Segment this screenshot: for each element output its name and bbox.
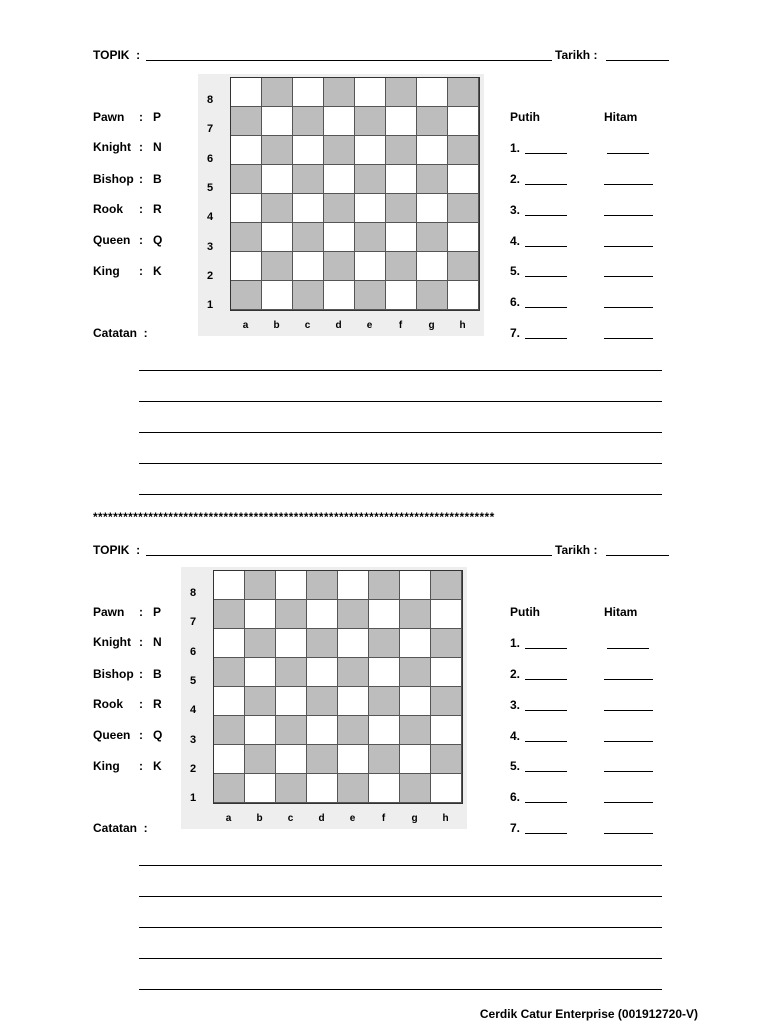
piece-sep: : xyxy=(139,697,143,711)
white-move-field[interactable] xyxy=(525,741,567,742)
board-square[interactable] xyxy=(262,252,293,281)
black-move-field[interactable] xyxy=(604,338,653,339)
board-square[interactable] xyxy=(324,194,355,223)
board-square[interactable] xyxy=(386,194,417,223)
board-square[interactable] xyxy=(245,774,276,803)
board-square[interactable] xyxy=(262,78,293,107)
piece-name: Knight xyxy=(93,635,131,649)
black-move-field[interactable] xyxy=(604,802,653,803)
board-square[interactable] xyxy=(245,745,276,774)
board-square[interactable] xyxy=(448,252,479,281)
move-number: 4. xyxy=(510,729,521,743)
piece-sep: : xyxy=(139,202,143,216)
notes-line[interactable] xyxy=(139,494,662,495)
board-square[interactable] xyxy=(231,107,262,136)
black-move-field[interactable] xyxy=(607,648,649,649)
notes-label: Catatan : xyxy=(93,326,148,340)
board-square[interactable] xyxy=(293,78,324,107)
file-label: c xyxy=(287,813,294,824)
board-square[interactable] xyxy=(262,223,293,252)
board-square[interactable] xyxy=(338,774,369,803)
black-column-header: Hitam xyxy=(604,110,638,124)
white-move-field[interactable] xyxy=(525,802,567,803)
board-square[interactable] xyxy=(431,745,462,774)
black-move-field[interactable] xyxy=(604,276,653,277)
move-number: 4. xyxy=(510,234,521,248)
board-square[interactable] xyxy=(417,165,448,194)
file-label: h xyxy=(459,320,466,331)
move-number: 2. xyxy=(510,667,521,681)
date-label: Tarikh : xyxy=(555,543,598,557)
notes-line[interactable] xyxy=(139,401,662,402)
board-square[interactable] xyxy=(417,281,448,310)
piece-sep: : xyxy=(139,172,143,186)
board-square[interactable] xyxy=(262,136,293,165)
board-square[interactable] xyxy=(324,165,355,194)
white-move-field[interactable] xyxy=(525,648,567,649)
board-square[interactable] xyxy=(276,629,307,658)
board-square[interactable] xyxy=(293,281,324,310)
white-move-field[interactable] xyxy=(525,338,567,339)
board-square[interactable] xyxy=(386,165,417,194)
board-square[interactable] xyxy=(245,571,276,600)
board-square[interactable] xyxy=(231,165,262,194)
chess-board[interactable] xyxy=(230,77,480,311)
white-move-field[interactable] xyxy=(525,833,567,834)
piece-abbr: R xyxy=(153,697,162,711)
board-square[interactable] xyxy=(448,107,479,136)
white-column-header: Putih xyxy=(510,110,540,124)
piece-name: Rook xyxy=(93,697,123,711)
board-square[interactable] xyxy=(245,716,276,745)
piece-name: Bishop xyxy=(93,667,134,681)
board-square[interactable] xyxy=(355,281,386,310)
black-move-field[interactable] xyxy=(604,307,653,308)
black-move-field[interactable] xyxy=(604,679,653,680)
board-square[interactable] xyxy=(400,629,431,658)
board-square[interactable] xyxy=(262,165,293,194)
date-field[interactable] xyxy=(606,60,669,61)
board-square[interactable] xyxy=(231,223,262,252)
board-square[interactable] xyxy=(276,571,307,600)
white-move-field[interactable] xyxy=(525,679,567,680)
board-square[interactable] xyxy=(417,194,448,223)
rank-label: 4 xyxy=(206,211,214,224)
piece-name: King xyxy=(93,759,120,773)
board-square[interactable] xyxy=(431,716,462,745)
board-square[interactable] xyxy=(355,165,386,194)
black-move-field[interactable] xyxy=(604,741,653,742)
board-square[interactable] xyxy=(324,223,355,252)
topic-label: TOPIK : xyxy=(93,543,141,557)
file-label: a xyxy=(242,320,249,331)
piece-abbr: K xyxy=(153,264,162,278)
board-square[interactable] xyxy=(293,165,324,194)
rank-label: 5 xyxy=(189,674,197,687)
board-square[interactable] xyxy=(369,745,400,774)
board-square[interactable] xyxy=(400,745,431,774)
board-square[interactable] xyxy=(448,194,479,223)
board-square[interactable] xyxy=(293,136,324,165)
board-square[interactable] xyxy=(386,281,417,310)
file-label: f xyxy=(398,320,403,331)
rank-label: 6 xyxy=(206,152,214,165)
file-label: c xyxy=(304,320,311,331)
board-square[interactable] xyxy=(276,774,307,803)
move-number: 5. xyxy=(510,264,521,278)
black-move-field[interactable] xyxy=(604,184,653,185)
notes-label: Catatan : xyxy=(93,821,148,835)
board-square[interactable] xyxy=(307,687,338,716)
board-square[interactable] xyxy=(324,281,355,310)
piece-name: Queen xyxy=(93,233,131,247)
board-square[interactable] xyxy=(386,78,417,107)
move-number: 6. xyxy=(510,790,521,804)
white-move-field[interactable] xyxy=(525,276,567,277)
piece-abbr: K xyxy=(153,759,162,773)
file-label: b xyxy=(256,813,263,824)
board-square[interactable] xyxy=(431,571,462,600)
piece-name: Pawn xyxy=(93,110,125,124)
notes-line[interactable] xyxy=(139,865,662,866)
piece-name: Pawn xyxy=(93,605,125,619)
black-move-field[interactable] xyxy=(604,246,653,247)
piece-abbr: R xyxy=(153,202,162,216)
board-square[interactable] xyxy=(245,600,276,629)
board-square[interactable] xyxy=(386,252,417,281)
board-square[interactable] xyxy=(417,223,448,252)
section-separator: ******************************************************************************** xyxy=(93,510,495,524)
board-square[interactable] xyxy=(338,716,369,745)
board-square[interactable] xyxy=(307,629,338,658)
topic-label: TOPIK : xyxy=(93,48,141,62)
board-square[interactable] xyxy=(214,600,245,629)
board-square[interactable] xyxy=(293,252,324,281)
board-square[interactable] xyxy=(214,629,245,658)
board-square[interactable] xyxy=(214,658,245,687)
board-square[interactable] xyxy=(262,281,293,310)
piece-sep: : xyxy=(139,667,143,681)
topic-field[interactable] xyxy=(146,555,552,556)
move-number: 1. xyxy=(510,636,521,650)
white-move-field[interactable] xyxy=(525,215,567,216)
board-square[interactable] xyxy=(386,136,417,165)
rank-label: 1 xyxy=(189,792,197,805)
board-square[interactable] xyxy=(214,716,245,745)
piece-abbr: N xyxy=(153,635,162,649)
move-number: 3. xyxy=(510,698,521,712)
board-square[interactable] xyxy=(276,716,307,745)
file-label: d xyxy=(335,320,342,331)
piece-abbr: P xyxy=(153,605,162,619)
board-square[interactable] xyxy=(338,571,369,600)
piece-sep: : xyxy=(139,635,143,649)
board-square[interactable] xyxy=(448,223,479,252)
board-square[interactable] xyxy=(400,687,431,716)
board-square[interactable] xyxy=(417,107,448,136)
piece-sep: : xyxy=(139,110,143,124)
piece-sep: : xyxy=(139,233,143,247)
board-square[interactable] xyxy=(231,252,262,281)
board-square[interactable] xyxy=(369,716,400,745)
date-label: Tarikh : xyxy=(555,48,598,62)
move-number: 3. xyxy=(510,203,521,217)
board-square[interactable] xyxy=(369,774,400,803)
board-square[interactable] xyxy=(293,223,324,252)
board-square[interactable] xyxy=(355,136,386,165)
date-field[interactable] xyxy=(606,555,669,556)
rank-label: 7 xyxy=(189,616,197,629)
rank-label: 3 xyxy=(206,240,214,253)
black-move-field[interactable] xyxy=(607,153,649,154)
board-square[interactable] xyxy=(448,281,479,310)
board-square[interactable] xyxy=(293,107,324,136)
rank-label: 4 xyxy=(189,704,197,717)
board-square[interactable] xyxy=(400,658,431,687)
file-label: h xyxy=(442,813,449,824)
piece-sep: : xyxy=(139,728,143,742)
move-number: 5. xyxy=(510,759,521,773)
board-square[interactable] xyxy=(293,194,324,223)
move-number: 6. xyxy=(510,295,521,309)
board-square[interactable] xyxy=(355,223,386,252)
board-square[interactable] xyxy=(245,629,276,658)
file-label: g xyxy=(428,320,435,331)
piece-abbr: P xyxy=(153,110,162,124)
board-square[interactable] xyxy=(400,774,431,803)
piece-abbr: B xyxy=(153,172,162,186)
rank-label: 8 xyxy=(189,587,197,599)
board-square[interactable] xyxy=(431,658,462,687)
board-square[interactable] xyxy=(355,78,386,107)
board-square[interactable] xyxy=(324,136,355,165)
board-square[interactable] xyxy=(400,600,431,629)
board-square[interactable] xyxy=(276,745,307,774)
rank-label: 5 xyxy=(206,181,214,194)
board-square[interactable] xyxy=(355,194,386,223)
piece-abbr: Q xyxy=(153,233,163,247)
board-square[interactable] xyxy=(307,658,338,687)
notes-line[interactable] xyxy=(139,463,662,464)
board-square[interactable] xyxy=(231,136,262,165)
file-label: e xyxy=(349,813,356,824)
piece-name: King xyxy=(93,264,120,278)
board-square[interactable] xyxy=(214,571,245,600)
board-square[interactable] xyxy=(307,600,338,629)
board-square[interactable] xyxy=(369,571,400,600)
piece-abbr: B xyxy=(153,667,162,681)
board-square[interactable] xyxy=(386,107,417,136)
footer-company: Cerdik Catur Enterprise (001912720-V) xyxy=(479,1007,698,1021)
board-square[interactable] xyxy=(400,571,431,600)
file-label: d xyxy=(318,813,325,824)
board-square[interactable] xyxy=(307,716,338,745)
file-label: f xyxy=(381,813,386,824)
board-square[interactable] xyxy=(262,107,293,136)
board-square[interactable] xyxy=(448,78,479,107)
board-square[interactable] xyxy=(231,281,262,310)
board-square[interactable] xyxy=(276,658,307,687)
notes-line[interactable] xyxy=(139,432,662,433)
rank-label: 7 xyxy=(206,123,214,136)
board-square[interactable] xyxy=(431,774,462,803)
board-square[interactable] xyxy=(231,78,262,107)
black-move-field[interactable] xyxy=(604,771,653,772)
rank-label: 1 xyxy=(206,299,214,312)
board-square[interactable] xyxy=(355,107,386,136)
board-square[interactable] xyxy=(324,78,355,107)
board-square[interactable] xyxy=(276,687,307,716)
board-square[interactable] xyxy=(338,629,369,658)
board-square[interactable] xyxy=(324,252,355,281)
notes-line[interactable] xyxy=(139,958,662,959)
piece-name: Queen xyxy=(93,728,131,742)
board-square[interactable] xyxy=(431,629,462,658)
board-square[interactable] xyxy=(307,571,338,600)
board-square[interactable] xyxy=(338,745,369,774)
black-move-field[interactable] xyxy=(604,710,653,711)
file-label: e xyxy=(366,320,373,331)
rank-label: 2 xyxy=(189,762,197,775)
board-square[interactable] xyxy=(338,687,369,716)
rank-label: 3 xyxy=(189,733,197,746)
white-move-field[interactable] xyxy=(525,771,567,772)
board-square[interactable] xyxy=(448,165,479,194)
board-square[interactable] xyxy=(369,629,400,658)
piece-name: Knight xyxy=(93,140,131,154)
board-square[interactable] xyxy=(307,745,338,774)
board-square[interactable] xyxy=(355,252,386,281)
black-move-field[interactable] xyxy=(604,215,653,216)
board-square[interactable] xyxy=(369,687,400,716)
move-number: 2. xyxy=(510,172,521,186)
move-number: 7. xyxy=(510,326,521,340)
board-square[interactable] xyxy=(400,716,431,745)
board-square[interactable] xyxy=(448,136,479,165)
piece-abbr: Q xyxy=(153,728,163,742)
board-square[interactable] xyxy=(338,600,369,629)
piece-sep: : xyxy=(139,605,143,619)
white-move-field[interactable] xyxy=(525,246,567,247)
piece-abbr: N xyxy=(153,140,162,154)
piece-sep: : xyxy=(139,759,143,773)
board-square[interactable] xyxy=(214,745,245,774)
rank-label: 6 xyxy=(189,645,197,658)
topic-field[interactable] xyxy=(146,60,552,61)
notes-line[interactable] xyxy=(139,370,662,371)
board-square[interactable] xyxy=(431,687,462,716)
white-move-field[interactable] xyxy=(525,307,567,308)
board-square[interactable] xyxy=(417,136,448,165)
black-move-field[interactable] xyxy=(604,833,653,834)
board-square[interactable] xyxy=(431,600,462,629)
board-square[interactable] xyxy=(386,223,417,252)
board-square[interactable] xyxy=(324,107,355,136)
rank-label: 8 xyxy=(206,94,214,106)
white-move-field[interactable] xyxy=(525,184,567,185)
board-square[interactable] xyxy=(231,194,262,223)
board-square[interactable] xyxy=(245,658,276,687)
white-move-field[interactable] xyxy=(525,710,567,711)
board-square[interactable] xyxy=(338,658,369,687)
piece-sep: : xyxy=(139,264,143,278)
notes-line[interactable] xyxy=(139,927,662,928)
board-square[interactable] xyxy=(307,774,338,803)
rank-label: 2 xyxy=(206,269,214,282)
piece-name: Bishop xyxy=(93,172,134,186)
board-square[interactable] xyxy=(276,600,307,629)
board-square[interactable] xyxy=(417,78,448,107)
move-number: 1. xyxy=(510,141,521,155)
board-square[interactable] xyxy=(245,687,276,716)
piece-name: Rook xyxy=(93,202,123,216)
board-square[interactable] xyxy=(369,658,400,687)
board-square[interactable] xyxy=(214,774,245,803)
white-move-field[interactable] xyxy=(525,153,567,154)
notes-line[interactable] xyxy=(139,989,662,990)
notes-line[interactable] xyxy=(139,896,662,897)
black-column-header: Hitam xyxy=(604,605,638,619)
board-square[interactable] xyxy=(214,687,245,716)
board-square[interactable] xyxy=(417,252,448,281)
file-label: g xyxy=(411,813,418,824)
file-label: b xyxy=(273,320,280,331)
chess-board[interactable] xyxy=(213,570,463,804)
board-square[interactable] xyxy=(369,600,400,629)
board-square[interactable] xyxy=(262,194,293,223)
file-label: a xyxy=(225,813,232,824)
piece-sep: : xyxy=(139,140,143,154)
white-column-header: Putih xyxy=(510,605,540,619)
move-number: 7. xyxy=(510,821,521,835)
